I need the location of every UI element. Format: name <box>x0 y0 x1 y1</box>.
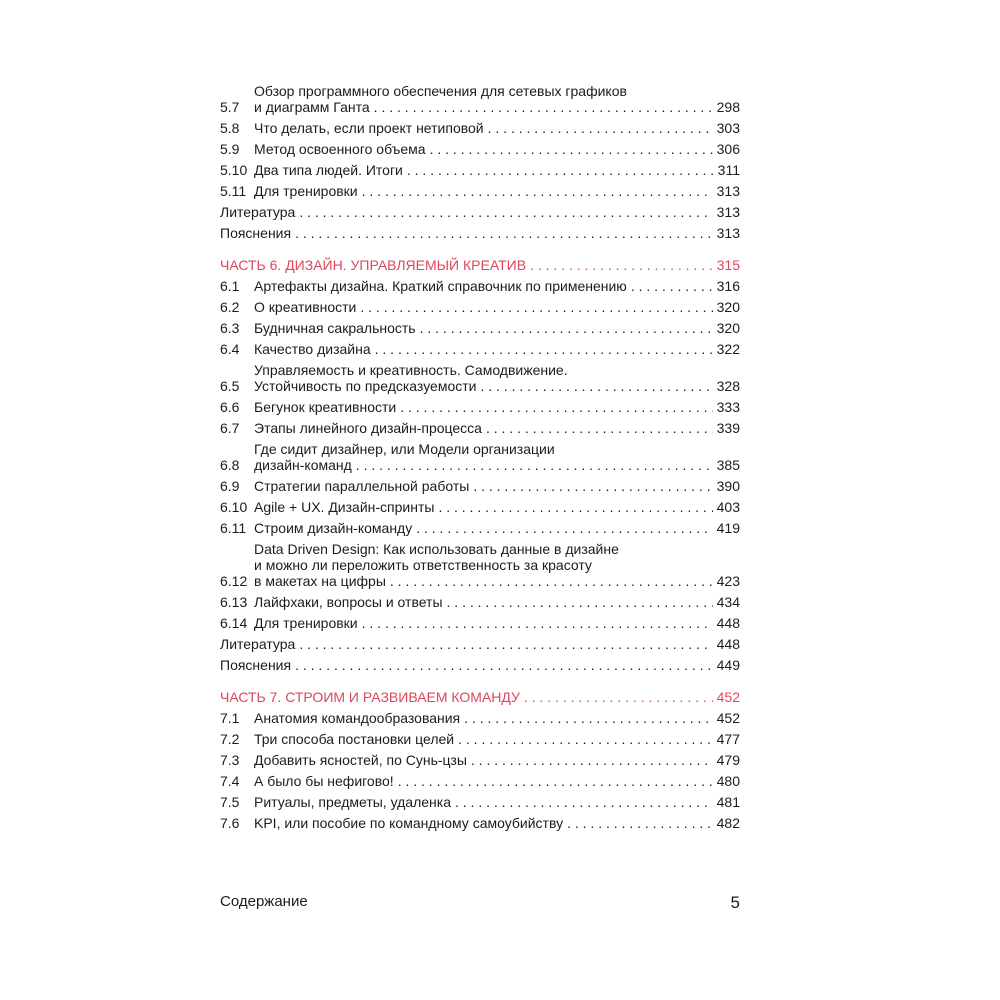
toc-entry[interactable] <box>220 657 740 673</box>
toc-entry-page: 298 <box>716 99 740 115</box>
toc-entry-title-line: Бегунок креативности <box>254 399 397 415</box>
toc-entry[interactable] <box>220 225 740 241</box>
toc-entry-page: 477 <box>716 731 740 747</box>
toc-entry-title-line: А было бы нефигово! <box>254 773 394 789</box>
toc-entry-title-line: Управляемость и креативность. Самодвижение. <box>254 362 568 378</box>
toc-entry[interactable] <box>220 183 740 199</box>
toc-entry-title-line: Строим дизайн-команду <box>254 520 413 536</box>
toc-entry-page: 322 <box>716 341 740 357</box>
toc-entry-title-line: Устойчивость по предсказуемости <box>254 378 477 394</box>
toc-entry-page: 328 <box>716 378 740 394</box>
toc-entry-title-line: Где сидит дизайнер, или Модели организации <box>254 441 555 457</box>
dot-leader <box>390 573 713 589</box>
toc-entry-title-line: KPI, или пособие по командному самоубийству <box>254 815 564 831</box>
toc-entry-title-line: ЧАСТЬ 6. ДИЗАЙН. УПРАВЛЯЕМЫЙ КРЕАТИВ <box>220 257 527 273</box>
toc-entry-number: 7.2 <box>220 731 240 747</box>
toc-entry[interactable] <box>220 204 740 220</box>
toc-entry-number: 7.6 <box>220 815 240 831</box>
toc-entry-page: 423 <box>716 573 740 589</box>
toc-entry-title-line: Метод освоенного объема <box>254 141 426 157</box>
dot-leader <box>416 520 712 536</box>
toc-entry-number: 6.7 <box>220 420 240 436</box>
toc-entry-title-line: Качество дизайна <box>254 341 371 357</box>
toc-entry[interactable] <box>220 441 740 473</box>
toc-entry-number: 6.5 <box>220 378 240 394</box>
toc-entry-number: 6.12 <box>220 573 248 589</box>
toc-entry-number: 7.5 <box>220 794 240 810</box>
toc-entry[interactable] <box>220 420 740 436</box>
toc-entry-title-line: Анатомия командообразования <box>254 710 461 726</box>
toc-entry-title-line: Что делать, если проект нетиповой <box>254 120 484 136</box>
toc-entry-number: 5.11 <box>220 183 247 199</box>
toc-entry-title-line: дизайн-команд <box>254 457 352 473</box>
toc-entry[interactable] <box>220 120 740 136</box>
toc-entry[interactable] <box>220 278 740 294</box>
footer-page-number: 5 <box>730 893 740 912</box>
toc-entry[interactable] <box>220 710 740 726</box>
toc-entry-title-line: Data Driven Design: Как использовать данные в дизайне <box>254 541 619 557</box>
toc-entry-number: 6.10 <box>220 499 248 515</box>
toc-entry[interactable] <box>220 731 740 747</box>
dot-leader <box>447 594 713 610</box>
toc-entry[interactable] <box>220 815 740 831</box>
toc-entry-page: 448 <box>716 615 740 631</box>
toc-entry-page: 333 <box>716 399 740 415</box>
toc-entry[interactable] <box>220 541 740 589</box>
toc-entry-page: 311 <box>717 162 740 178</box>
toc-entry-page: 448 <box>716 636 740 652</box>
dot-leader <box>471 752 713 768</box>
toc-entry-number: 6.8 <box>220 457 240 473</box>
dot-leader <box>455 794 713 810</box>
toc-entry-page: 452 <box>716 710 740 726</box>
toc-entry-page: 403 <box>716 499 740 515</box>
toc-entry-page: 313 <box>716 204 740 220</box>
dot-leader <box>362 183 713 199</box>
toc-entry[interactable] <box>220 773 740 789</box>
toc-entry-title-line: Пояснения <box>220 657 292 673</box>
toc-entry[interactable] <box>220 636 740 652</box>
toc-entry-title-line: ЧАСТЬ 7. СТРОИМ И РАЗВИВАЕМ КОМАНДУ <box>220 689 520 705</box>
toc-entry-title-line: Два типа людей. Итоги <box>254 162 403 178</box>
toc-entry-number: 7.3 <box>220 752 240 768</box>
toc-entry-title-line: Три способа постановки целей <box>254 731 455 747</box>
toc-entry-page: 316 <box>716 278 740 294</box>
table-of-contents <box>220 83 740 836</box>
toc-entry-title-line: Этапы линейного дизайн-процесса <box>254 420 482 436</box>
toc-entry[interactable] <box>220 341 740 357</box>
toc-entry-title-line: Ритуалы, предметы, удаленка <box>254 794 451 810</box>
toc-entry-number: 6.2 <box>220 299 240 315</box>
toc-entry-title-line: в макетах на цифры <box>254 573 386 589</box>
toc-entry-number: 6.9 <box>220 478 240 494</box>
toc-entry-page: 390 <box>716 478 740 494</box>
page-footer <box>220 893 740 913</box>
dot-leader <box>530 257 713 273</box>
toc-entry-page: 313 <box>716 183 740 199</box>
dot-leader <box>295 225 713 241</box>
dot-leader <box>398 773 713 789</box>
toc-entry[interactable] <box>220 162 740 178</box>
toc-entry-number: 7.1 <box>220 710 240 726</box>
toc-chapter-heading[interactable] <box>220 257 740 273</box>
dot-leader <box>362 615 713 631</box>
toc-entry-page: 449 <box>716 657 740 673</box>
toc-entry-title-line: Литература <box>220 204 296 220</box>
toc-entry-page: 479 <box>716 752 740 768</box>
dot-leader <box>375 341 713 357</box>
toc-entry-number: 5.9 <box>220 141 240 157</box>
dot-leader <box>420 320 713 336</box>
dot-leader <box>567 815 713 831</box>
dot-leader <box>295 657 713 673</box>
toc-entry-page: 480 <box>716 773 740 789</box>
toc-entry[interactable] <box>220 299 740 315</box>
toc-entry-title-line: Литература <box>220 636 296 652</box>
dot-leader <box>407 162 714 178</box>
toc-entry-title-line: Артефакты дизайна. Краткий справочник по применению <box>254 278 627 294</box>
dot-leader <box>458 731 713 747</box>
toc-entry-title-line: Стратегии параллельной работы <box>254 478 470 494</box>
toc-entry-number: 6.6 <box>220 399 240 415</box>
toc-entry-page: 385 <box>716 457 740 473</box>
toc-entry-number: 6.3 <box>220 320 240 336</box>
toc-entry-number: 6.1 <box>220 278 240 294</box>
toc-entry-title-line: Для тренировки <box>254 615 358 631</box>
toc-entry-page: 320 <box>716 320 740 336</box>
toc-entry-title-line: Для тренировки <box>254 183 358 199</box>
toc-entry[interactable] <box>220 615 740 631</box>
toc-entry-title-line: Лайфхаки, вопросы и ответы <box>254 594 443 610</box>
toc-chapter-heading[interactable] <box>220 689 740 705</box>
toc-entry[interactable] <box>220 362 740 394</box>
toc-entry-title-line: и можно ли переложить ответственность за красоту <box>254 557 592 573</box>
toc-entry-page: 315 <box>716 257 740 273</box>
toc-entry[interactable] <box>220 752 740 768</box>
toc-entry-title-line: Будничная сакральность <box>254 320 416 336</box>
dot-leader <box>486 420 713 436</box>
toc-entry-page: 482 <box>716 815 740 831</box>
dot-leader <box>360 299 712 315</box>
dot-leader <box>438 499 712 515</box>
dot-leader <box>480 378 712 394</box>
dot-leader <box>374 99 713 115</box>
toc-entry-number: 7.4 <box>220 773 240 789</box>
toc-entry[interactable] <box>220 594 740 610</box>
toc-entry-title-line: Agile + UX. Дизайн-спринты <box>254 499 435 515</box>
toc-entry-number: 6.4 <box>220 341 240 357</box>
toc-entry-title-line: Пояснения <box>220 225 292 241</box>
toc-entry-number: 5.8 <box>220 120 240 136</box>
toc-entry[interactable] <box>220 83 740 115</box>
toc-entry-number: 6.11 <box>220 520 247 536</box>
toc-entry-page: 320 <box>716 299 740 315</box>
toc-entry-number: 5.7 <box>220 99 240 115</box>
toc-entry-title-line: и диаграмм Ганта <box>254 99 370 115</box>
toc-entry-page: 419 <box>716 520 740 536</box>
dot-leader <box>631 278 713 294</box>
toc-entry-page: 481 <box>716 794 740 810</box>
dot-leader <box>464 710 713 726</box>
toc-entry[interactable] <box>220 399 740 415</box>
toc-entry[interactable] <box>220 499 740 515</box>
dot-leader <box>400 399 712 415</box>
toc-entry-number: 6.13 <box>220 594 248 610</box>
footer-label: Содержание <box>220 893 308 910</box>
toc-entry-page: 303 <box>716 120 740 136</box>
toc-entry-title-line: Добавить ясностей, по Сунь-цзы <box>254 752 467 768</box>
dot-leader <box>430 141 713 157</box>
toc-entry[interactable] <box>220 794 740 810</box>
toc-entry[interactable] <box>220 320 740 336</box>
dot-leader <box>488 120 713 136</box>
toc-entry[interactable] <box>220 478 740 494</box>
dot-leader <box>299 204 712 220</box>
toc-entry[interactable] <box>220 520 740 536</box>
dot-leader <box>299 636 712 652</box>
toc-entry-title-line: Обзор программного обеспечения для сетевых графиков <box>254 83 627 99</box>
toc-entry-page: 306 <box>716 141 740 157</box>
toc-entry-title-line: О креативности <box>254 299 357 315</box>
toc-entry-page: 452 <box>716 689 740 705</box>
dot-leader <box>473 478 712 494</box>
toc-entry-page: 313 <box>716 225 740 241</box>
dot-leader <box>356 457 713 473</box>
toc-entry-number: 5.10 <box>220 162 248 178</box>
toc-entry-page: 434 <box>716 594 740 610</box>
toc-entry-number: 6.14 <box>220 615 248 631</box>
toc-entry-page: 339 <box>716 420 740 436</box>
dot-leader <box>524 689 713 705</box>
toc-entry[interactable] <box>220 141 740 157</box>
